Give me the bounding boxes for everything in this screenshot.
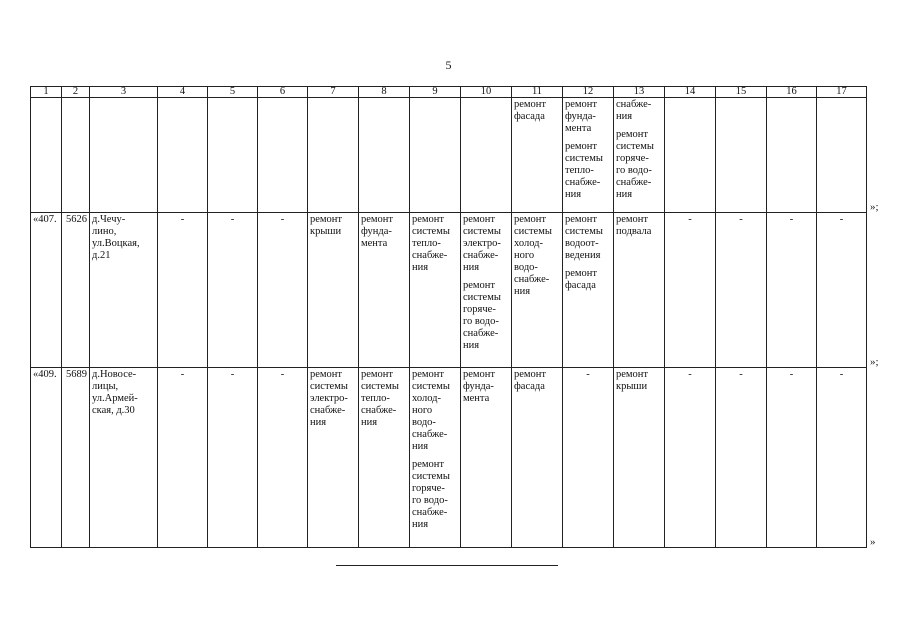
table-cell bbox=[665, 98, 716, 213]
dash-mark: - bbox=[230, 214, 235, 225]
dash-mark: - bbox=[739, 369, 743, 380]
page-number: 5 bbox=[445, 58, 452, 72]
row-end-mark: » bbox=[870, 535, 876, 548]
table-cell bbox=[62, 213, 90, 368]
cell-text: ремонт системы тепло- снабже- ния bbox=[565, 141, 603, 200]
table-cell bbox=[461, 213, 512, 368]
header-cell: 9 bbox=[410, 87, 461, 98]
table-cell bbox=[308, 213, 359, 368]
cell-text: ремонт системы водоот- ведения bbox=[565, 214, 603, 261]
table-cell bbox=[359, 98, 410, 213]
dash-mark: - bbox=[586, 369, 590, 380]
cell-text: ремонт системы электро- снабже- ния bbox=[310, 369, 348, 428]
table-cell bbox=[817, 98, 867, 213]
header-cell: 13 bbox=[614, 87, 665, 98]
cell-text: ремонт фунда- мента bbox=[565, 99, 598, 134]
cell-text: снабже- ния bbox=[616, 99, 652, 122]
header-cell: 14 bbox=[665, 87, 716, 98]
cell-text: ремонт крыши bbox=[616, 369, 649, 392]
cell-text: ремонт фасада bbox=[514, 369, 547, 392]
cell-text: ремонт фунда- мента bbox=[361, 214, 394, 249]
table-cell bbox=[461, 98, 512, 213]
table-cell bbox=[767, 98, 817, 213]
table-cell bbox=[158, 213, 208, 368]
table-cell bbox=[410, 368, 461, 548]
table-cell bbox=[614, 368, 665, 548]
header-cell: 5 bbox=[208, 87, 258, 98]
table-cell bbox=[410, 213, 461, 368]
table-cell bbox=[258, 368, 308, 548]
cell-text: ремонт системы тепло- снабже- ния bbox=[361, 369, 399, 428]
row-end-mark: »; bbox=[870, 355, 879, 368]
table-cell bbox=[90, 213, 158, 368]
cell-text: д.Чечу- лино, ул.Воцкая, д.21 bbox=[92, 214, 140, 261]
table-cell bbox=[716, 368, 767, 548]
dash-mark: - bbox=[180, 369, 185, 380]
table-cell bbox=[817, 368, 867, 548]
cell-text: ремонт системы холод- ного водо- снабже- ния bbox=[514, 214, 552, 297]
table-cell bbox=[817, 213, 867, 368]
cell-text: ремонт системы электро- снабже- ния bbox=[463, 214, 501, 273]
cell-text: ремонт системы холод- ного водо- снабже- ния bbox=[412, 369, 450, 452]
cell-text: ремонт системы горяче- го водо- снабже- ния bbox=[412, 459, 450, 530]
table-cell bbox=[158, 98, 208, 213]
dash-mark: - bbox=[280, 214, 285, 225]
table-cell bbox=[512, 98, 563, 213]
table-cell bbox=[62, 368, 90, 548]
dash-mark: - bbox=[789, 214, 794, 225]
table-cell bbox=[614, 213, 665, 368]
header-cell: 1 bbox=[31, 87, 62, 98]
table-cell bbox=[308, 98, 359, 213]
header-cell: 2 bbox=[62, 87, 90, 98]
table-cell bbox=[767, 368, 817, 548]
cell-text: ремонт фасада bbox=[565, 268, 598, 291]
table-cell bbox=[359, 368, 410, 548]
table-cell bbox=[512, 213, 563, 368]
table-cell bbox=[90, 368, 158, 548]
table-cell bbox=[62, 98, 90, 213]
table-cell bbox=[208, 213, 258, 368]
table-cell bbox=[767, 213, 817, 368]
cell-text: ремонт крыши bbox=[310, 214, 343, 237]
table-cell bbox=[31, 368, 62, 548]
table-cell bbox=[563, 368, 614, 548]
table-cell bbox=[208, 368, 258, 548]
cell-text: ремонт подвала bbox=[616, 214, 652, 237]
dash-mark: - bbox=[280, 369, 285, 380]
cell-text: ремонт системы горяче- го водо- снабже- ния bbox=[463, 280, 501, 351]
header-cell: 7 bbox=[308, 87, 359, 98]
dash-mark: - bbox=[839, 214, 844, 225]
header-row bbox=[31, 87, 867, 98]
header-cell: 15 bbox=[716, 87, 767, 98]
cell-text: ремонт системы горяче- го водо- снабже- ния bbox=[616, 129, 654, 200]
table-cell bbox=[31, 98, 62, 213]
dash-mark: - bbox=[180, 214, 185, 225]
header-cell: 16 bbox=[767, 87, 817, 98]
header-cell: 17 bbox=[817, 87, 867, 98]
header-cell: 3 bbox=[90, 87, 158, 98]
table-cell bbox=[461, 368, 512, 548]
table-row bbox=[31, 98, 867, 213]
row-end-mark: »; bbox=[870, 200, 879, 213]
table-cell bbox=[563, 98, 614, 213]
table-cell bbox=[90, 98, 158, 213]
table-cell bbox=[614, 98, 665, 213]
table-cell bbox=[258, 213, 308, 368]
table-cell bbox=[410, 98, 461, 213]
header-cell: 12 bbox=[563, 87, 614, 98]
table-cell bbox=[258, 98, 308, 213]
header-cell: 10 bbox=[461, 87, 512, 98]
header-cell: 8 bbox=[359, 87, 410, 98]
table-cell bbox=[208, 98, 258, 213]
cell-text: ремонт фасада bbox=[514, 99, 547, 122]
closing-rule bbox=[336, 565, 558, 566]
cell-text: 5626 bbox=[66, 214, 87, 225]
dash-mark: - bbox=[739, 214, 743, 225]
table-cell bbox=[359, 213, 410, 368]
cell-text: 5689 bbox=[66, 369, 87, 380]
table-cell bbox=[665, 368, 716, 548]
cell-text: ремонт системы тепло- снабже- ния bbox=[412, 214, 450, 273]
cell-text: ремонт фунда- мента bbox=[463, 369, 496, 404]
cell-text: «407. bbox=[33, 214, 57, 225]
dash-mark: - bbox=[789, 369, 794, 380]
table-row bbox=[31, 213, 867, 368]
table-cell bbox=[308, 368, 359, 548]
header-cell: 6 bbox=[258, 87, 308, 98]
dash-mark: - bbox=[230, 369, 235, 380]
table-cell bbox=[31, 213, 62, 368]
cell-text: д.Новосе- лицы, ул.Армей- ская, д.30 bbox=[92, 369, 138, 416]
table-cell bbox=[158, 368, 208, 548]
table-row bbox=[31, 368, 867, 548]
header-cell: 11 bbox=[512, 87, 563, 98]
dash-mark: - bbox=[688, 214, 692, 225]
header-cell: 4 bbox=[158, 87, 208, 98]
dash-mark: - bbox=[839, 369, 844, 380]
table-cell bbox=[716, 213, 767, 368]
cell-text: «409. bbox=[33, 369, 57, 380]
table-cell bbox=[563, 213, 614, 368]
table-cell bbox=[665, 213, 716, 368]
table-cell bbox=[716, 98, 767, 213]
table-cell bbox=[512, 368, 563, 548]
dash-mark: - bbox=[688, 369, 692, 380]
register-table bbox=[30, 86, 867, 548]
